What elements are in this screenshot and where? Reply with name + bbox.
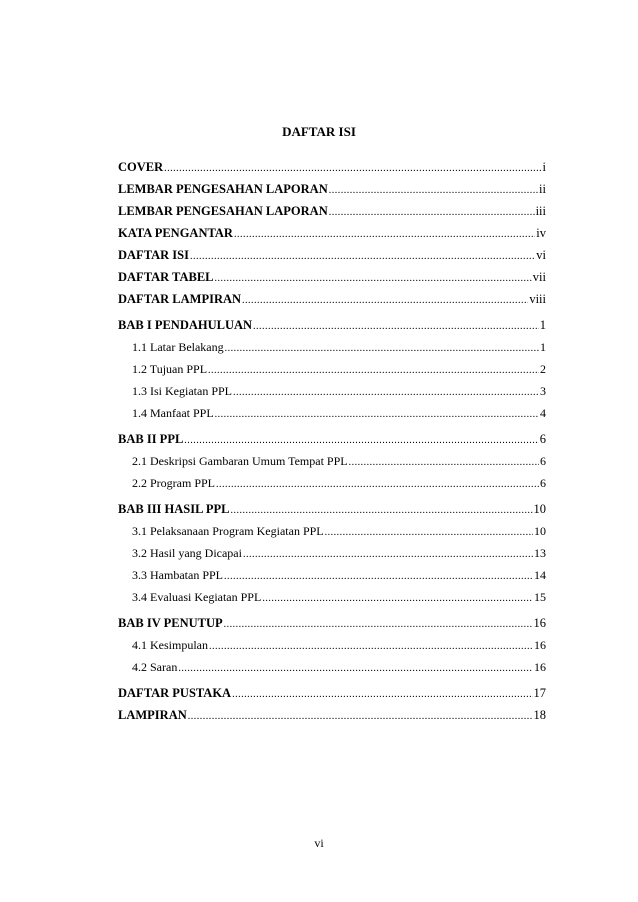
toc-entry-page: i: [542, 160, 546, 174]
toc-entry: [132, 546, 546, 564]
toc-entry-page: 6: [540, 454, 546, 468]
dot-leader: [164, 163, 541, 174]
dot-leader: [262, 593, 533, 604]
toc-entry-label: DAFTAR LAMPIRAN: [118, 292, 242, 306]
dot-leader: [178, 663, 533, 674]
toc-entry-label: 2.2 Program PPL: [132, 476, 216, 490]
toc-entry-page: vi: [536, 248, 546, 262]
toc-entry: [118, 270, 546, 288]
page-title: DAFTAR ISI: [282, 124, 356, 139]
dot-leader: [232, 689, 532, 700]
toc-entry: [132, 476, 546, 494]
toc-entry-page: 6: [539, 432, 546, 446]
toc-entry: [118, 182, 546, 200]
dot-leader: [253, 321, 539, 332]
toc-entry: [118, 204, 546, 222]
dot-leader: [234, 229, 535, 240]
toc-entry: [118, 708, 546, 726]
toc-entry-label: 1.2 Tujuan PPL: [132, 362, 208, 376]
dot-leader: [190, 251, 535, 262]
toc-entry-label: DAFTAR TABEL: [118, 270, 214, 284]
toc-entry-label: BAB II PPL: [118, 432, 184, 446]
dot-leader: [243, 549, 533, 560]
toc-entry-label: 3.4 Evaluasi Kegiatan PPL: [132, 590, 262, 604]
toc-entry-page: 14: [534, 568, 546, 582]
toc-entry-page: 10: [533, 502, 546, 516]
dot-leader: [215, 273, 532, 284]
dot-leader: [225, 343, 539, 354]
toc-entry-label: LEMBAR PENGESAHAN LAPORAN: [118, 182, 328, 196]
toc-entry-page: iii: [535, 204, 546, 218]
toc-entry: [118, 686, 546, 704]
toc-entry-label: BAB IV PENUTUP: [118, 616, 223, 630]
toc-entry-page: ii: [539, 182, 546, 196]
toc-entry-label: 4.2 Saran: [132, 660, 178, 674]
page-number: vi: [314, 836, 324, 850]
dot-leader: [224, 619, 533, 630]
toc-entry-page: 6: [540, 476, 546, 490]
dot-leader: [349, 457, 539, 468]
dot-leader: [216, 479, 539, 490]
toc-entry: [118, 502, 546, 520]
toc-entry-page: vii: [532, 270, 546, 284]
toc-entry-page: 15: [534, 590, 546, 604]
toc-entry-label: LEMBAR PENGESAHAN LAPORAN: [118, 204, 328, 218]
dot-leader: [231, 505, 533, 516]
toc-entry-label: 3.1 Pelaksanaan Program Kegiatan PPL: [132, 524, 324, 538]
toc-entry: [118, 432, 546, 450]
toc-entry: [118, 318, 546, 336]
dot-leader: [329, 207, 535, 218]
dot-leader: [224, 571, 533, 582]
toc-entry-label: 1.1 Latar Belakang: [132, 340, 224, 354]
toc-entry-page: 16: [534, 660, 546, 674]
toc-entry: [132, 340, 546, 358]
toc-entry-page: 18: [533, 708, 546, 722]
toc-entry-page: 3: [540, 384, 546, 398]
toc-entry-page: 17: [533, 686, 546, 700]
toc-entry-page: 1: [539, 318, 546, 332]
toc-entry: [118, 248, 546, 266]
toc-entry-page: viii: [529, 292, 546, 306]
toc-entry-label: BAB I PENDAHULUAN: [118, 318, 253, 332]
toc-entry: [132, 524, 546, 542]
toc-entry-label: 3.2 Hasil yang Dicapai: [132, 546, 242, 560]
toc-entry-label: BAB III HASIL PPL: [118, 502, 230, 516]
toc-entry-label: KATA PENGANTAR: [118, 226, 233, 240]
toc-entry-label: 4.1 Kesimpulan: [132, 638, 208, 652]
toc-entry-label: COVER: [118, 160, 164, 174]
toc-entry-page: 16: [533, 616, 546, 630]
dot-leader: [215, 409, 539, 420]
toc-entry-label: LAMPIRAN: [118, 708, 187, 722]
toc-entry: [118, 226, 546, 244]
toc-entry-label: 3.3 Hambatan PPL: [132, 568, 223, 582]
toc-entry: [118, 160, 546, 178]
toc-entry: [132, 406, 546, 424]
toc-entry-page: 16: [534, 638, 546, 652]
dot-leader: [325, 527, 533, 538]
toc-entry: [132, 590, 546, 608]
toc-entry-label: 1.4 Manfaat PPL: [132, 406, 214, 420]
toc-entry: [132, 362, 546, 380]
toc-entry-page: iv: [536, 226, 546, 240]
toc-entry-label: 2.1 Deskripsi Gambaran Umum Tempat PPL: [132, 454, 348, 468]
dot-leader: [184, 435, 538, 446]
toc-entry: [118, 292, 546, 310]
toc-entry-page: 10: [534, 524, 546, 538]
toc-entry-page: 2: [540, 362, 546, 376]
toc-entry: [118, 616, 546, 634]
dot-leader: [209, 641, 533, 652]
toc-entry-page: 1: [540, 340, 546, 354]
toc-entry: [132, 384, 546, 402]
dot-leader: [233, 387, 539, 398]
toc-entry-label: DAFTAR PUSTAKA: [118, 686, 232, 700]
dot-leader: [329, 185, 538, 196]
toc-entry: [132, 660, 546, 678]
toc-entry-label: 1.3 Isi Kegiatan PPL: [132, 384, 232, 398]
dot-leader: [242, 295, 528, 306]
toc-entry: [132, 454, 546, 472]
toc-entry-page: 13: [534, 546, 546, 560]
toc-entry: [132, 638, 546, 656]
toc-entry-label: DAFTAR ISI: [118, 248, 189, 262]
dot-leader: [188, 711, 533, 722]
dot-leader: [208, 365, 539, 376]
toc-entry-page: 4: [540, 406, 546, 420]
toc-entry: [132, 568, 546, 586]
